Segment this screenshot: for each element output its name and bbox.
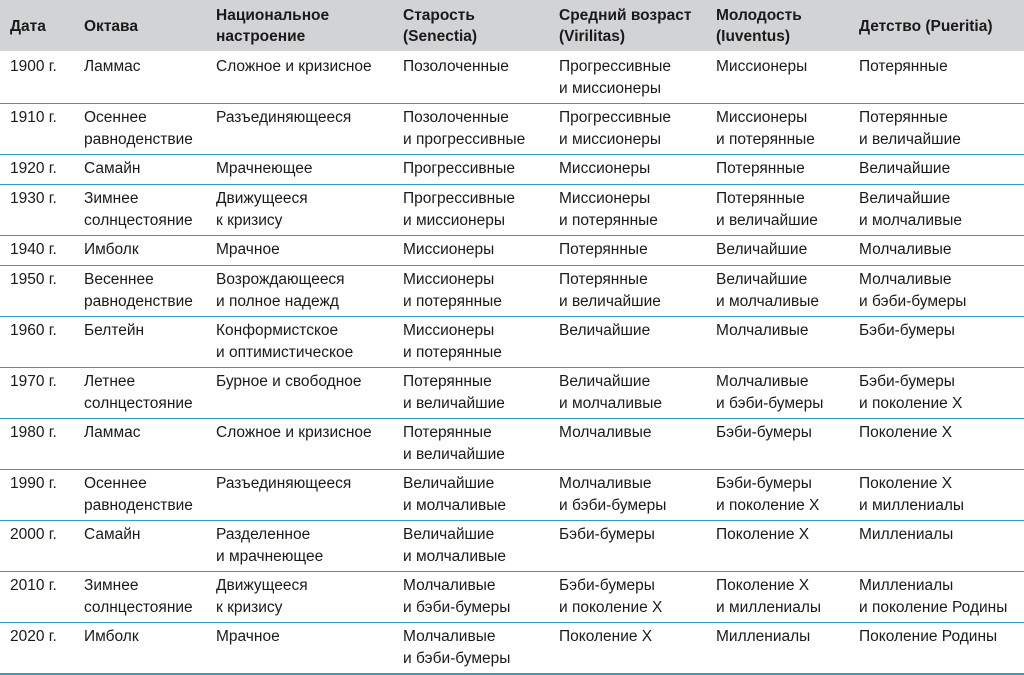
- cell-youth: [706, 155, 849, 185]
- cell-line: 1970 г.: [10, 373, 57, 390]
- cell-old-age: [393, 419, 549, 470]
- cell-date: [0, 572, 74, 623]
- cell-line: Ламмас: [84, 424, 141, 441]
- cell-national-mood: [206, 155, 393, 185]
- cell-line: Прогрессивные: [559, 109, 671, 126]
- header-octave: Октава: [74, 0, 206, 52]
- cell-line: и величайшие: [859, 130, 961, 148]
- cell-line: Молчаливые: [859, 271, 952, 288]
- cell-line: Поколение X: [559, 628, 653, 645]
- cell-line: Бэби-бумеры: [716, 424, 812, 441]
- cell-line: Мрачное: [216, 241, 280, 258]
- cell-line: Позолоченные: [403, 109, 509, 126]
- cell-line: Миссионеры: [716, 109, 808, 126]
- cell-middle-age: [549, 185, 706, 236]
- cell-childhood: [849, 317, 1024, 368]
- cell-old-age: [393, 236, 549, 266]
- cell-line: 1990 г.: [10, 475, 57, 492]
- cell-childhood: [849, 185, 1024, 236]
- cell-line: Величайшие: [559, 373, 651, 390]
- cell-middle-age: [549, 572, 706, 623]
- cell-line: Летнее: [84, 373, 136, 390]
- cell-line: Молчаливые: [716, 322, 809, 339]
- cell-old-age: [393, 521, 549, 572]
- cell-line: 1920 г.: [10, 160, 57, 177]
- cell-national-mood: [206, 266, 393, 317]
- cell-childhood: [849, 104, 1024, 155]
- cell-line: Миссионеры: [559, 160, 651, 177]
- cell-national-mood: [206, 623, 393, 675]
- cell-line: Бэби-бумеры: [859, 373, 955, 390]
- cell-line: и мрачнеющее: [216, 547, 324, 565]
- cell-line: к кризису: [216, 598, 283, 616]
- cell-octave: [74, 623, 206, 675]
- cell-line: Зимнее: [84, 190, 139, 207]
- cell-youth: [706, 52, 849, 104]
- cell-line: Величайшие: [559, 322, 651, 339]
- cell-line: 2000 г.: [10, 526, 57, 543]
- cell-middle-age: [549, 52, 706, 104]
- cell-line: и бэби-бумеры: [559, 496, 667, 514]
- cell-line: Весеннее: [84, 271, 154, 288]
- cell-old-age: [393, 572, 549, 623]
- cell-line: и молчаливые: [559, 394, 662, 412]
- header-old-age: Старость (Senectia): [393, 0, 549, 52]
- cell-line: и величайшие: [716, 211, 818, 229]
- cell-childhood: [849, 419, 1024, 470]
- cell-old-age: [393, 185, 549, 236]
- cell-line: и миллениалы: [859, 496, 965, 514]
- cell-line: Бэби-бумеры: [559, 526, 655, 543]
- cell-old-age: [393, 470, 549, 521]
- cell-line: Миллениалы: [716, 628, 811, 645]
- cell-line: Зимнее: [84, 577, 139, 594]
- cell-line: Прогрессивные: [403, 160, 515, 177]
- cell-line: 1940 г.: [10, 241, 57, 258]
- cell-childhood: [849, 155, 1024, 185]
- cell-middle-age: [549, 317, 706, 368]
- cell-date: [0, 104, 74, 155]
- cell-line: Миссионеры: [403, 241, 495, 258]
- cell-youth: [706, 266, 849, 317]
- cell-line: Движущееся: [216, 190, 308, 207]
- cell-line: Потерянные: [559, 241, 648, 258]
- cell-line: Прогрессивные: [403, 190, 515, 207]
- cell-youth: [706, 419, 849, 470]
- cell-middle-age: [549, 419, 706, 470]
- cell-line: Потерянные: [716, 160, 805, 177]
- cell-line: 1900 г.: [10, 58, 57, 75]
- cell-line: Потерянные: [859, 109, 948, 126]
- cell-national-mood: [206, 185, 393, 236]
- cell-line: Имболк: [84, 628, 139, 645]
- cell-line: Поколение X: [716, 526, 810, 543]
- cell-line: Потерянные: [559, 271, 648, 288]
- cell-line: Молчаливые: [403, 577, 496, 594]
- cell-line: Конформистское: [216, 322, 339, 339]
- table-row: [0, 572, 1024, 623]
- cell-line: Разделенное: [216, 526, 311, 543]
- cell-line: Сложное и кризисное: [216, 58, 372, 75]
- cell-octave: [74, 185, 206, 236]
- cell-line: Потерянные: [859, 58, 948, 75]
- cell-octave: [74, 317, 206, 368]
- cell-line: Молчаливые: [559, 424, 652, 441]
- cell-youth: [706, 470, 849, 521]
- cell-line: 1910 г.: [10, 109, 57, 126]
- cell-line: Миссионеры: [716, 58, 808, 75]
- cell-octave: [74, 572, 206, 623]
- cell-line: Бэби-бумеры: [859, 322, 955, 339]
- table-row: [0, 52, 1024, 104]
- cell-line: Поколение Родины: [859, 628, 998, 645]
- table-row: [0, 317, 1024, 368]
- header-middle-age: Средний возраст (Virilitas): [549, 0, 706, 52]
- cell-line: Бэби-бумеры: [559, 577, 655, 594]
- cell-date: [0, 185, 74, 236]
- cell-line: Молчаливые: [403, 628, 496, 645]
- cell-middle-age: [549, 155, 706, 185]
- cell-line: Миссионеры: [403, 271, 495, 288]
- table-row: [0, 104, 1024, 155]
- cell-youth: [706, 185, 849, 236]
- cell-date: [0, 521, 74, 572]
- cell-line: Ламмас: [84, 58, 141, 75]
- cell-octave: [74, 419, 206, 470]
- cell-old-age: [393, 623, 549, 675]
- cell-date: [0, 470, 74, 521]
- cell-national-mood: [206, 419, 393, 470]
- table-body: [0, 52, 1024, 674]
- cell-line: Молчаливые: [559, 475, 652, 492]
- cell-line: солнцестояние: [84, 211, 193, 229]
- cell-line: Осеннее: [84, 475, 147, 492]
- cell-childhood: [849, 368, 1024, 419]
- cell-line: и величайшие: [403, 445, 505, 463]
- cell-line: Мрачнеющее: [216, 160, 313, 177]
- cell-youth: [706, 317, 849, 368]
- cell-childhood: [849, 623, 1024, 675]
- cell-line: и миллениалы: [716, 598, 822, 616]
- cell-octave: [74, 470, 206, 521]
- cell-date: [0, 236, 74, 266]
- cell-national-mood: [206, 52, 393, 104]
- cell-line: и полное надежд: [216, 292, 339, 310]
- cell-line: Поколение X: [859, 424, 953, 441]
- cell-line: Самайн: [84, 526, 141, 543]
- header-date: Дата: [0, 0, 74, 52]
- table-row: [0, 419, 1024, 470]
- cell-line: и бэби-бумеры: [859, 292, 967, 310]
- cell-middle-age: [549, 623, 706, 675]
- cell-line: Белтейн: [84, 322, 145, 339]
- cell-date: [0, 623, 74, 675]
- cell-date: [0, 419, 74, 470]
- table-row: [0, 185, 1024, 236]
- cell-line: 1980 г.: [10, 424, 57, 441]
- cell-line: и поколение X: [859, 394, 963, 412]
- cell-line: Миссионеры: [403, 322, 495, 339]
- cell-middle-age: [549, 104, 706, 155]
- cell-line: и миссионеры: [559, 130, 661, 148]
- cell-octave: [74, 104, 206, 155]
- cell-octave: [74, 236, 206, 266]
- cell-line: Бэби-бумеры: [716, 475, 812, 492]
- cell-line: Разъединяющееся: [216, 109, 352, 126]
- cell-line: Величайшие: [716, 241, 808, 258]
- cell-line: и потерянные: [403, 292, 502, 310]
- cell-middle-age: [549, 236, 706, 266]
- cell-middle-age: [549, 266, 706, 317]
- cell-line: Величайшие: [403, 475, 495, 492]
- cell-line: и потерянные: [403, 343, 502, 361]
- table-row: [0, 155, 1024, 185]
- cell-line: Поколение X: [859, 475, 953, 492]
- table-row: [0, 470, 1024, 521]
- cell-line: Величайшие: [403, 526, 495, 543]
- cell-octave: [74, 368, 206, 419]
- cell-childhood: [849, 572, 1024, 623]
- cell-line: Молчаливые: [716, 373, 809, 390]
- table-row: [0, 236, 1024, 266]
- cell-line: Возрождающееся: [216, 271, 345, 288]
- cell-youth: [706, 368, 849, 419]
- cell-middle-age: [549, 470, 706, 521]
- cell-childhood: [849, 236, 1024, 266]
- cell-line: Величайшие: [859, 190, 951, 207]
- cell-line: и поколение X: [559, 598, 663, 616]
- cell-line: и молчаливые: [403, 496, 506, 514]
- cell-line: и бэби-бумеры: [403, 598, 511, 616]
- cell-line: Позолоченные: [403, 58, 509, 75]
- cell-line: 1960 г.: [10, 322, 57, 339]
- header-youth: Молодость (Iuventus): [706, 0, 849, 52]
- header-row: [0, 0, 1024, 52]
- cell-line: солнцестояние: [84, 394, 193, 412]
- cell-line: и миссионеры: [403, 211, 505, 229]
- cell-line: и миссионеры: [559, 79, 661, 97]
- cell-line: Разъединяющееся: [216, 475, 352, 492]
- cell-line: Прогрессивные: [559, 58, 671, 75]
- cell-old-age: [393, 317, 549, 368]
- cell-line: и молчаливые: [716, 292, 819, 310]
- cell-line: Потерянные: [716, 190, 805, 207]
- cell-childhood: [849, 52, 1024, 104]
- cell-national-mood: [206, 236, 393, 266]
- cell-line: Бурное и свободное: [216, 373, 362, 390]
- cell-line: Сложное и кризисное: [216, 424, 372, 441]
- cell-line: равноденствие: [84, 292, 193, 310]
- cell-childhood: [849, 266, 1024, 317]
- cell-youth: [706, 572, 849, 623]
- cell-line: и потерянные: [559, 211, 658, 229]
- cell-line: и бэби-бумеры: [403, 649, 511, 667]
- cell-line: 1950 г.: [10, 271, 57, 288]
- cell-line: 1930 г.: [10, 190, 57, 207]
- table-row: [0, 623, 1024, 675]
- cell-date: [0, 368, 74, 419]
- cell-old-age: [393, 368, 549, 419]
- cell-octave: [74, 266, 206, 317]
- cell-line: и поколение X: [716, 496, 820, 514]
- cell-date: [0, 52, 74, 104]
- cell-line: к кризису: [216, 211, 283, 229]
- cell-old-age: [393, 155, 549, 185]
- cell-line: Молчаливые: [859, 241, 952, 258]
- header-national-mood: Национальное настроение: [206, 0, 393, 52]
- cell-line: 2020 г.: [10, 628, 57, 645]
- table-row: [0, 368, 1024, 419]
- cell-line: солнцестояние: [84, 598, 193, 616]
- cell-line: и величайшие: [559, 292, 661, 310]
- cell-octave: [74, 521, 206, 572]
- cell-line: и молчаливые: [403, 547, 506, 565]
- table-row: [0, 266, 1024, 317]
- cell-national-mood: [206, 317, 393, 368]
- cell-old-age: [393, 266, 549, 317]
- cell-line: Самайн: [84, 160, 141, 177]
- cell-line: Имболк: [84, 241, 139, 258]
- cell-date: [0, 155, 74, 185]
- cell-middle-age: [549, 521, 706, 572]
- cell-national-mood: [206, 470, 393, 521]
- cell-line: и потерянные: [716, 130, 815, 148]
- cell-octave: [74, 155, 206, 185]
- cell-date: [0, 266, 74, 317]
- cell-national-mood: [206, 572, 393, 623]
- cell-line: Движущееся: [216, 577, 308, 594]
- cell-line: и оптимистическое: [216, 343, 354, 361]
- cell-line: Величайшие: [859, 160, 951, 177]
- cell-line: Мрачное: [216, 628, 280, 645]
- cell-youth: [706, 623, 849, 675]
- cell-youth: [706, 236, 849, 266]
- cell-line: Миллениалы: [859, 577, 954, 594]
- cell-youth: [706, 104, 849, 155]
- cell-octave: [74, 52, 206, 104]
- cell-middle-age: [549, 368, 706, 419]
- cell-line: Миллениалы: [859, 526, 954, 543]
- cell-line: равноденствие: [84, 496, 193, 514]
- cell-line: Осеннее: [84, 109, 147, 126]
- cell-national-mood: [206, 104, 393, 155]
- cell-line: и бэби-бумеры: [716, 394, 824, 412]
- cell-line: и прогрессивные: [403, 130, 526, 148]
- cell-old-age: [393, 52, 549, 104]
- header-childhood: Детство (Pueritia): [849, 0, 1024, 52]
- cell-national-mood: [206, 368, 393, 419]
- cell-line: 2010 г.: [10, 577, 57, 594]
- cell-line: Величайшие: [716, 271, 808, 288]
- cell-childhood: [849, 521, 1024, 572]
- cell-date: [0, 317, 74, 368]
- cell-childhood: [849, 470, 1024, 521]
- table-row: [0, 521, 1024, 572]
- cell-line: Потерянные: [403, 373, 492, 390]
- cell-line: и величайшие: [403, 394, 505, 412]
- cell-line: Потерянные: [403, 424, 492, 441]
- cell-line: равноденствие: [84, 130, 193, 148]
- cell-line: Миссионеры: [559, 190, 651, 207]
- cell-old-age: [393, 104, 549, 155]
- cell-line: Поколение X: [716, 577, 810, 594]
- cell-national-mood: [206, 521, 393, 572]
- cell-youth: [706, 521, 849, 572]
- cell-line: и молчаливые: [859, 211, 962, 229]
- cell-line: и поколение Родины: [859, 598, 1008, 616]
